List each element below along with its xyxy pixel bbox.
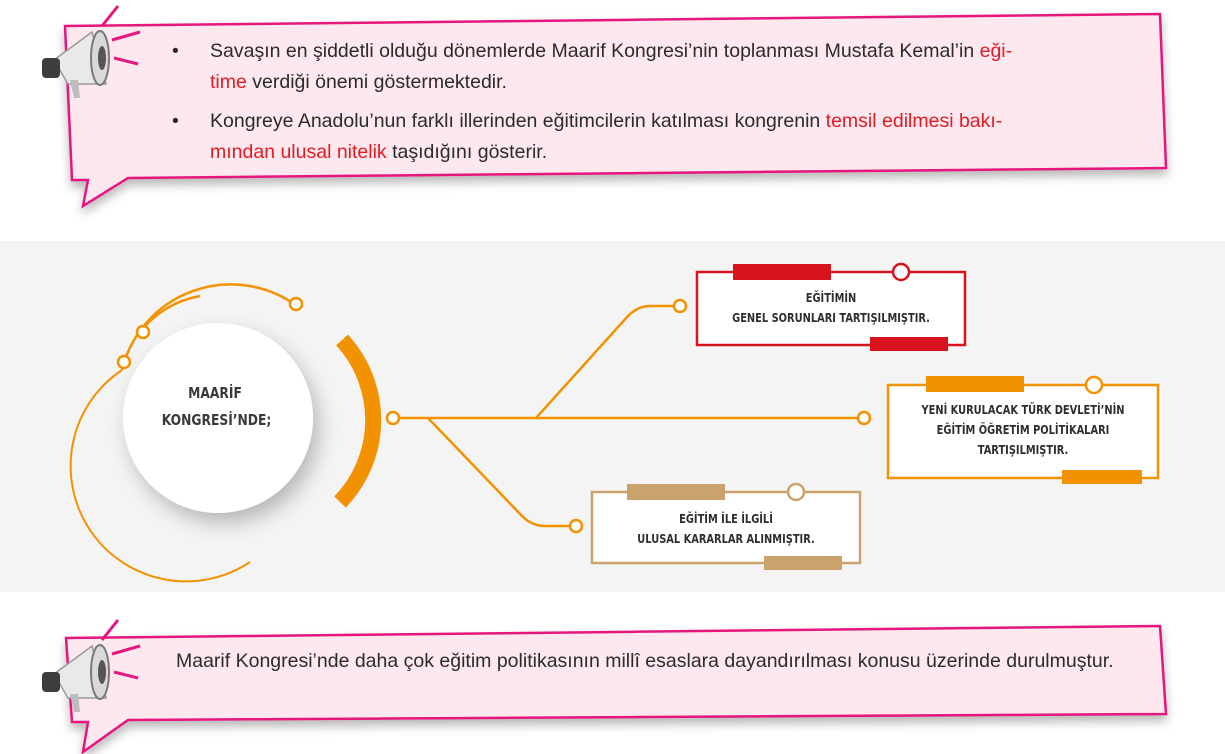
node-dot xyxy=(387,412,399,424)
highlight-text: time xyxy=(210,71,247,93)
thick-arc xyxy=(340,340,373,502)
node-dot xyxy=(118,356,130,368)
node-dot xyxy=(137,326,149,338)
highlight-text: temsil edilmesi bakı- xyxy=(825,110,1003,132)
box-middle-text: YENİ KURULACAK TÜRK DEVLETİ’NİN EĞİTİM ÖĞRETİM POLİTİKALARI TARTIŞILMIŞTIR. xyxy=(921,403,1125,457)
node-dot xyxy=(674,300,686,312)
bottom-callout-text: Maarif Kongresi’nde daha çok eğitim politikasının millî esaslara dayandırılması konusu üzerinde durulmuştur. xyxy=(176,650,1114,672)
node-dot xyxy=(858,412,870,424)
node-dot xyxy=(290,298,302,310)
highlight-text: mından ulusal nitelik xyxy=(210,141,387,163)
bullet-item: • Kongreye Anadolu’nun farklı illerinden eğitimcilerin katılması kongrenin temsil edilmesi bakı- mından ulusal nitelik taşıdığını gösterir. xyxy=(172,106,1144,168)
highlight-text: eği- xyxy=(979,40,1013,62)
bullet-item: • Savaşın en şiddetli olduğu dönemlerde Maarif Kongresi’nin toplanması Mustafa Kemal’in eği- time verdiği önemi göstermektedir. xyxy=(172,36,1144,98)
center-title: MAARİF KONGRESİ’NDE; xyxy=(161,384,272,429)
node-dot xyxy=(570,520,582,532)
box-bottom-text: EĞİTİM İLE İLGİLİ ULUSAL KARARLAR ALINMIŞTIR. xyxy=(637,512,815,546)
box-top-text: EĞİTİMİN GENEL SORUNLARI TARTIŞILMIŞTIR. xyxy=(732,291,930,325)
